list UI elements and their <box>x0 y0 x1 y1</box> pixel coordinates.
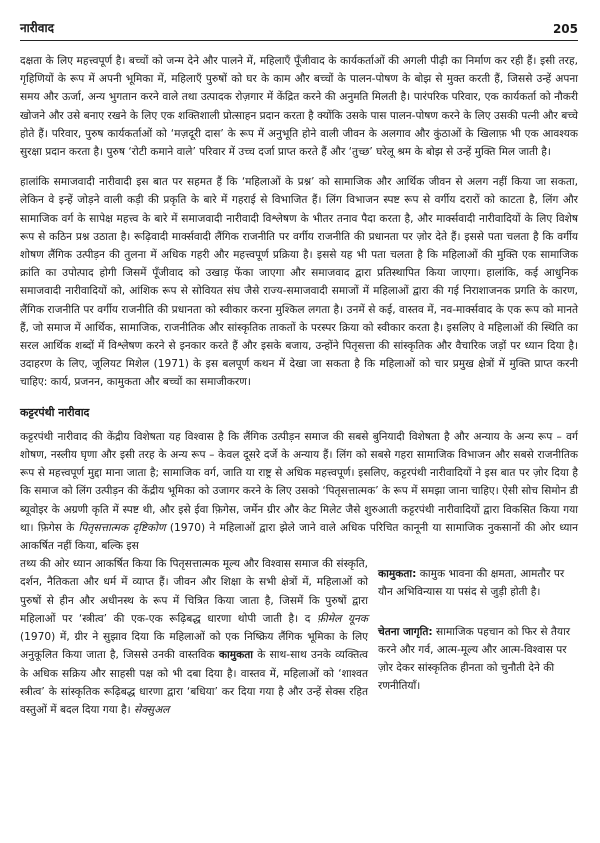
chapter-title: नारीवाद <box>20 21 54 35</box>
wrap-text-1: तथ्य की ओर ध्यान आकर्षित किया कि पितृसत्तात्मक मूल्य और विश्वास समाज की संस्कृति, दर्शन, नैतिकता और धर्म में व्याप्त हैं। जीवन और शिक्षा के सभी क्षेत्रों में, महिलाओं को पुरुषों से हीन और अधीनस्थ के रूप में चित्रित किया जाता है, जिसमें कि पुरुषों द्वारा महिलाओं पर ‘स्त्रीत्व’ की एक-एक रूढ़िबद्ध धारणा थोपी जाती है। द <box>20 558 368 625</box>
page-number: 205 <box>552 22 578 36</box>
paragraph-3-continued <box>20 555 368 719</box>
wrap-text-3: के साथ-साथ उनके व्यक्तित्व के अधिक सक्रिय और साहसी पक्ष को भी दबा दिया है। वास्तव में, महिलाओं को ‘शाश्वत स्त्रीत्व’ के सांस्कृतिक रूढ़िबद्ध धारणा द्वारा ‘बधिया’ कर दिया गया है और उन्हें सेक्स रहित वस्तुओं में बदल दिया गया है। <box>20 649 369 716</box>
paragraph-3 <box>20 428 578 555</box>
page-body <box>20 52 578 719</box>
keyword-sexuality: कामुकता <box>218 649 254 662</box>
glossary-note-consciousness-raising <box>378 623 578 695</box>
wrap-text-2: (1970) में, ग्रीर ने सुझाव दिया कि महिलाओं को एक निष्क्रिय लैंगिक भूमिका के लिए अनुकूलित किया जाता है, जिससे उनकी वास्तविक <box>20 631 368 662</box>
section-heading: कट्टरपंथी नारीवाद <box>20 405 90 419</box>
glossary-sidebar <box>378 555 578 719</box>
glossary-term-consciousness-raising: चेतना जागृति: <box>378 626 433 639</box>
paragraph-2: हालांकि समाजवादी नारीवादी इस बात पर सहमत हैं कि ‘महिलाओं के प्रश्न’ को सामाजिक और आर्थिक जीवन से अलग नहीं किया जा सकता, लेकिन वे इन्हें जोड़ने वाली कड़ी की प्रकृति के बारे में गहराई से विभाजित हैं। लिंग विभाजन स्पष्ट रूप से वर्गीय दरारों को काटता है, लिंग और सामाजिक वर्ग के सापेक्ष महत्त्व के बारे में समाजवादी नारीवादी विश्लेषण के भीतर तनाव पैदा करता है, और मार्क्सवादी नारीवादियों के लिए विशेष रूप से कठिन प्रश्न उठाता है। रूढ़िवादी मार्क्सवादी लैंगिक राजनीति पर वर्गीय राजनीति की प्रधानता पर ज़ोर देते हैं। इससे पता चलता है कि वर्गीय शोषण लैंगिक उत्पीड़न की तुलना में अधिक गहरी और महत्त्वपूर्ण प्रक्रिया है। इससे यह भी पता चलता है कि महिलाओं की मुक्ति एक सामाजिक क्रांति का उपोत्पाद होगी जिसमें पूँजीवाद को उखाड़ फेंका जाएगा और समाजवाद द्वारा प्रतिस्थापित किया जाएगा। हालांकि, कई आधुनिक समाजवादी नारीवादियों को, आंशिक रूप से सोवियत संघ जैसे राज्य-समाजवादी समाजों में महिलाओं द्वारा की गई निराशाजनक प्रगति के कारण, लैंगिक राजनीति पर वर्गीय राजनीति की प्रधानता को स्वीकार करना मुश्किल लगता है। उनमें से कई, वास्तव में, नव-मार्क्सवाद के एक रूप को मानते हैं, जो समाज में आर्थिक, सामाजिक, राजनीतिक और सांस्कृतिक ताकतों के परस्पर क्रिया को स्वीकार करता है। इसलिए वे महिलाओं की स्थिति का सरल आर्थिक शब्दों में विश्लेषण करने से इनकार करते हैं और इसके बजाय, उन्होंने पितृसत्ता की सांस्कृतिक और वैचारिक जड़ों पर ध्यान दिया है। उदाहरण के लिए, जूलियट मिशेल (1971) के इस बलपूर्ण कथन में देखा जा सकता है कि महिलाओं को चार प्रमुख क्षेत्रों में मुक्ति प्राप्त करनी चाहिए: कार्य, प्रजनन, कामुकता और बच्चों का समाजीकरण। <box>20 176 578 389</box>
page-header <box>20 18 578 41</box>
glossary-definition-consciousness-raising: सामाजिक पहचान को फिर से तैयार करने और गर्व, आत्म-मूल्य और आत्म-विश्वास पर ज़ोर देकर सांस्कृतिक हीनता को चुनौती देने की रणनीतियाँ। <box>378 626 571 693</box>
glossary-note-sexuality <box>378 565 578 601</box>
paragraph-3-text: कट्टरपंथी नारीवाद की केंद्रीय विशेषता यह विश्वास है कि लैंगिक उत्पीड़न समाज की सबसे बुनियादी विशेषता है और अन्याय के अन्य रूप – वर्ग शोषण, नस्लीय घृणा और इसी तरह के अन्य रूप – केवल दूसरे दर्जे के अन्याय हैं। लिंग को सबसे गहरा सामाजिक विभाजन और सबसे राजनीतिक रूप से महत्त्वपूर्ण मुद्दा माना जाता है; सामाजिक वर्ग, जाति या राष्ट्र से अधिक महत्त्वपूर्ण। इसलिए, कट्टरपंथी नारीवादियों ने इस बात पर ज़ोर दिया है कि समाज को लिंग उत्पीड़न की केंद्रीय भूमिका को उजागर करने के लिए उसको ‘पितृसत्तात्मक’ के रूप में समझा जाना चाहिए। ऐसी सोच सिमोन डी ब्यूवोइर के अग्रणी कृति में स्पष्ट थी, और इसे ईवा फ़िगेस, जर्मेन ग्रीर और केट मिलेट जैसे शुरुआती कट्टरपंथी नारीवादियों द्वारा विकसित किया गया था। फ़िगेस के <box>20 430 578 534</box>
paragraph-3-tail: (1970) ने महिलाओं द्वारा झेले जाने वाले अधिक परिचित कानूनी या सामाजिक नुकसानों की ओर ध्यान आकर्षित नहीं किया, बल्कि इस <box>20 521 579 553</box>
paragraph-1: दक्षता के लिए महत्त्वपूर्ण है। बच्चों को जन्म देने और पालने में, महिलाएँ पूँजीवाद के कार्यकर्ताओं की अगली पीढ़ी का निर्माण कर रही हैं। इसी तरह, गृहिणियों के रूप में अपनी भूमिका में, महिलाएँ पुरुषों को घर के काम और बच्चों के पालन-पोषण के बोझ से मुक्त करती हैं, जिससे उन्हें अपना समय और ऊर्जा, अन्य भुगतान करने वाले तथा उत्पादक रोज़गार में केंद्रित करने की अनुमति मिलती है। पारंपरिक परिवार, एक कार्यकर्ता को नौकरी खोजने और उसे बनाए रखने के लिए एक शक्तिशाली प्रोत्साहन प्रदान करता है क्योंकि उसके पास पालन-पोषण करने के लिए उसकी पत्नी और बच्चे होते हैं। परिवार, पुरुष कार्यकर्ताओं को ‘मज़दूरी दास’ के रूप में अनुभूति होने वाली जीवन के अलगाव और कुंठाओं के खिलाफ़ भी एक आवश्यक सुरक्षा प्रदान करता है। पुरुष ‘रोटी कमाने वाले’ परिवार में उच्च दर्जा प्राप्त करते हैं और ‘तुच्छ’ घरेलू श्रम के बोझ से उन्हें मुक्ति मिल जाती है। <box>20 55 578 159</box>
book-title-female-eunuch: फ़ीमेल यूनक <box>316 612 368 625</box>
glossary-term-sexuality: कामुकता: <box>378 568 417 581</box>
book-title-patriarchal-attitudes: पितृसत्तात्मक दृष्टिकोण <box>78 521 166 534</box>
book-title-sexual: सेक्सुअल <box>134 703 170 716</box>
wrap-region <box>20 555 578 719</box>
glossary-definition-sexuality: कामुक भावना की क्षमता, आमतौर पर यौन अभिविन्यास या पसंद से जुड़ी होती है। <box>378 568 565 599</box>
